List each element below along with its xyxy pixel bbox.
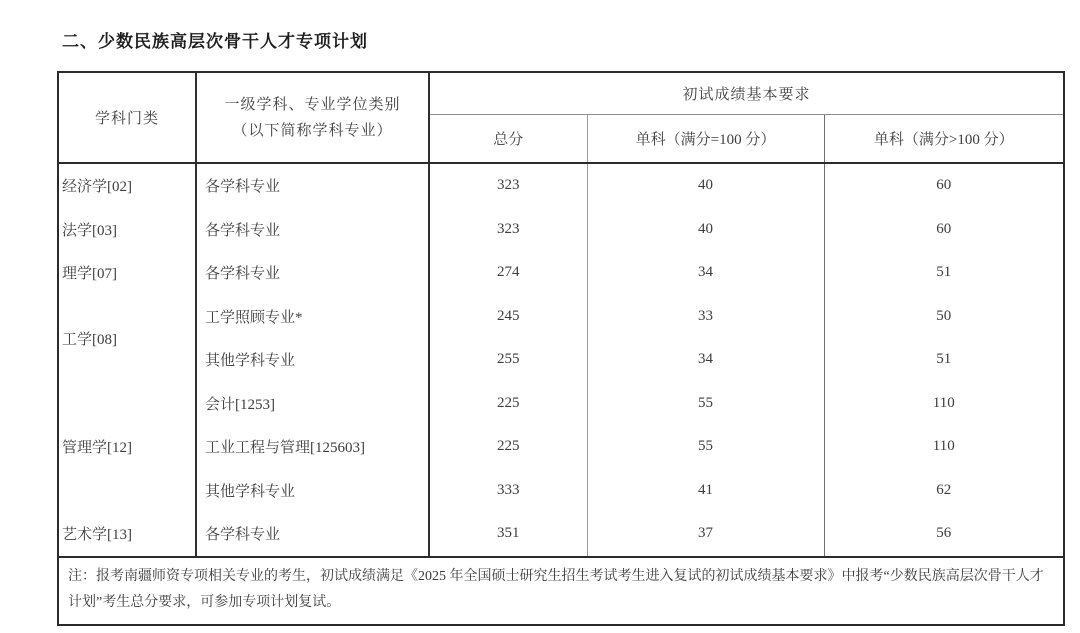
single-max100-cell: 34 — [587, 338, 824, 382]
single-max100-cell: 55 — [587, 382, 824, 426]
major-cell: 各学科专业 — [196, 208, 429, 252]
major-cell: 各学科专业 — [196, 512, 429, 557]
table-row — [58, 295, 1064, 339]
total-score-cell: 323 — [429, 208, 587, 252]
table-row — [58, 338, 1064, 382]
table-row — [58, 425, 1064, 469]
total-score-cell: 274 — [429, 251, 587, 295]
category-cell: 法学[03] — [62, 222, 117, 239]
scores-table-container — [57, 71, 1065, 626]
major-cell: 工业工程与管理[125603] — [196, 425, 429, 469]
major-cell: 其他学科专业 — [196, 338, 429, 382]
table-row — [58, 382, 1064, 426]
category-cell: 艺术学[13] — [62, 527, 132, 544]
scores-table — [57, 71, 1065, 626]
single-over100-cell: 60 — [824, 208, 1064, 252]
major-cell: 会计[1253] — [196, 382, 429, 426]
header-discipline — [196, 72, 429, 163]
single-over100-cell: 110 — [824, 382, 1064, 426]
category-cell: 经济学[02] — [62, 179, 132, 196]
single-over100-cell: 51 — [824, 338, 1064, 382]
single-max100-cell: 41 — [587, 469, 824, 513]
single-max100-cell: 34 — [587, 251, 824, 295]
table-row — [58, 208, 1064, 252]
header-row-1 — [58, 72, 1064, 115]
header-discipline-line1: 一级学科、专业学位类别 — [224, 96, 401, 113]
single-over100-cell: 110 — [824, 425, 1064, 469]
total-score-cell: 333 — [429, 469, 587, 513]
note-row — [58, 557, 1064, 625]
single-max100-cell: 40 — [587, 208, 824, 252]
single-max100-cell: 40 — [587, 163, 824, 208]
category-cell: 理学[07] — [62, 266, 117, 283]
single-over100-cell: 51 — [824, 251, 1064, 295]
single-max100-cell: 37 — [587, 512, 824, 557]
header-single-over100: 单科（满分>100 分） — [824, 115, 1064, 164]
header-total-score: 总分 — [429, 115, 587, 164]
major-cell: 工学照顾专业* — [196, 295, 429, 339]
category-cell: 管理学[12] — [62, 440, 132, 457]
header-score-requirements: 初试成绩基本要求 — [429, 72, 1064, 115]
table-note: 注：报考南疆师资专项相关专业的考生，初试成绩满足《2025 年全国硕士研究生招生考试考生进入复试的初试成绩基本要求》中报考“少数民族高层次骨干人才计划”考生总分要求，可参加专项计划复试。 — [58, 557, 1064, 625]
single-over100-cell: 62 — [824, 469, 1064, 513]
table-row — [58, 251, 1064, 295]
total-score-cell: 225 — [429, 382, 587, 426]
page-title: 二、少数民族高层次骨干人才专项计划 — [62, 32, 368, 51]
single-over100-cell: 60 — [824, 163, 1064, 208]
total-score-cell: 245 — [429, 295, 587, 339]
header-single-max100: 单科（满分=100 分） — [587, 115, 824, 164]
table-row — [58, 469, 1064, 513]
total-score-cell: 323 — [429, 163, 587, 208]
header-discipline-line2: （以下简称学科专业） — [232, 122, 393, 139]
total-score-cell: 255 — [429, 338, 587, 382]
header-subject-category: 学科门类 — [58, 72, 196, 163]
single-over100-cell: 50 — [824, 295, 1064, 339]
major-cell: 其他学科专业 — [196, 469, 429, 513]
category-cell: 工学[08] — [62, 331, 117, 348]
major-cell: 各学科专业 — [196, 251, 429, 295]
major-cell: 各学科专业 — [196, 163, 429, 208]
table-row — [58, 512, 1064, 557]
table-row — [58, 163, 1064, 208]
single-over100-cell: 56 — [824, 512, 1064, 557]
total-score-cell: 351 — [429, 512, 587, 557]
single-max100-cell: 33 — [587, 295, 824, 339]
single-max100-cell: 55 — [587, 425, 824, 469]
total-score-cell: 225 — [429, 425, 587, 469]
